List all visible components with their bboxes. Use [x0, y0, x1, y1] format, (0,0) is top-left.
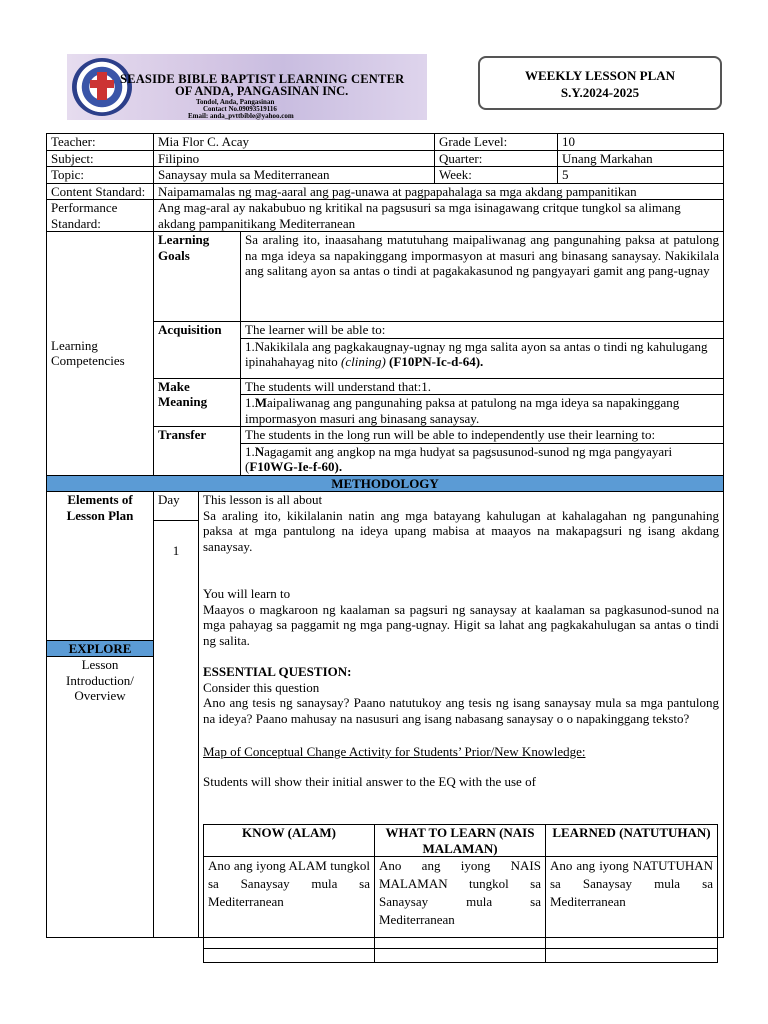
teacher-value: Mia Flor C. Acay [154, 134, 435, 151]
kwl-know-cell: Ano ang iyong ALAM tungkol sa Sanaysay mula sa Mediterranean [204, 857, 375, 949]
performance-standard-label: Performance Standard: [47, 200, 154, 232]
tr-bold: N [254, 443, 265, 459]
acquisition-label: Acquisition [154, 322, 241, 379]
teacher-label: Teacher: [47, 134, 154, 151]
explore-cell [47, 640, 154, 937]
subject-value: Filipino [154, 150, 435, 167]
learn-label: You will learn to [203, 586, 291, 601]
grade-label: Grade Level: [435, 134, 558, 151]
acquisition-code: (F10PN-Ic-d-64). [385, 354, 484, 369]
learning-goals-label: Learning Goals [154, 232, 241, 322]
mm-body: aipaliwanag ang pangunahing paksa at patulong na mga ideya sa napakinggang impormasyon masuri ang binasang sanaysay. [245, 395, 680, 426]
transfer-label [154, 427, 241, 476]
make-meaning-intro: The students will understand that:1. [241, 378, 724, 395]
map-label: Map of Conceptual Change Activity for Students’ Prior/New Knowledge: [203, 744, 586, 759]
kwl-what-header: WHAT TO LEARN (NAIS MALAMAN) [375, 825, 546, 857]
performance-standard-value: Ang mag-aral ay nakabubuo ng kritikal na pagsusuri sa mga isinagawang critque tungkol sa alimang akdang pampanitikang Mediterranean [154, 200, 724, 232]
tr-pre: 1. [245, 443, 255, 459]
acquisition-body: 1.Nakikilala ang pagkakaugnay-ugnay ng mga salita ayon sa antas o tindi ng kahulugang ipinahahayag nito [245, 338, 708, 369]
plan-title-box [478, 56, 722, 110]
kwl-empty-1 [204, 949, 375, 963]
kwl-table [203, 824, 718, 963]
competencies-label [47, 232, 154, 476]
school-name-line2: OF ANDA, PANGASINAN INC. [175, 84, 349, 98]
learn-text: Maayos o magkaroon ng kaalaman sa pagsuri ng sanaysay at kaalaman sa pagkasunod-sunod na mga pahayag sa paggamit ng mga pang-ugnay. Higit sa lahat ang pagkakahulugan sa antas o tindi ng salita. [203, 601, 719, 648]
about-text: Sa araling ito, kikilalanin natin ang mga batayang kahulugan at kahalagahan ng pangunahing paksa at mga pantulong na ideya upang mabisa at maayos na makapagsuri ng isang akdang sanaysay. [203, 507, 719, 554]
transfer-label-text: Transfer [158, 427, 207, 442]
methodology-header: METHODOLOGY [47, 475, 724, 492]
elements-label: Elements of Lesson Plan [47, 492, 154, 641]
transfer-cell [241, 427, 724, 476]
school-year: S.Y.2024-2025 [560, 85, 640, 100]
subject-label: Subject: [47, 150, 154, 167]
learning-goals-text: Sa araling ito, inaasahang matutuhang maipaliwanag ang pangunahing paksa at patulong na mga ideya sa napakinggang impormasyon at masuri ang binasang sanaysay. Nakikilala ang salitang ayon sa antas o tindi at pagakakasunod ng pangyayari gamit ang pang-ugnay [241, 232, 724, 322]
plan-title: WEEKLY LESSON PLAN [524, 68, 676, 83]
make-meaning-label: Make Meaning [154, 378, 241, 427]
explore-label: EXPLORE [47, 641, 153, 658]
acquisition-text [241, 338, 724, 378]
content-standard-value: Naipamamalas ng mag-aaral ang pag-unawa at pagpapahalaga sa mga akdang pampanitikan [154, 183, 724, 200]
day-column [154, 492, 199, 937]
week-label: Week: [435, 167, 558, 184]
kwl-what-cell: Ano ang iyong NAIS MALAMAN tungkol sa Sanaysay mula sa Mediterranean [375, 857, 546, 949]
school-name-line1: SEASIDE BIBLE BAPTIST LEARNING CENTER [120, 72, 405, 86]
quarter-label: Quarter: [435, 150, 558, 167]
make-meaning-text [241, 395, 724, 427]
day-value: 1 [172, 542, 180, 558]
topic-label: Topic: [47, 167, 154, 184]
quarter-value: Unang Markahan [558, 150, 724, 167]
eq-text: Ano ang tesis ng sanaysay? Paano natutukoy ang tesis ng isang sanaysay mula sa mga pantulong na ideya? Paano mahusay na nasusuri ang isang nabasang sanaysay o o napakinggang teksto? [203, 695, 719, 726]
phase-label: Lesson Introduction/ Overview [66, 657, 134, 704]
tr-body: agagamit ang angkop na mga hudyat sa pagsusunod-sunod ng mga pangyayari ( [245, 443, 673, 474]
school-email: Email: anda_pvttbible@yahoo.com [188, 112, 294, 120]
school-contact: Contact No.09093519116 [203, 105, 277, 113]
map-intro: Students will show their initial answer to the EQ with the use of [203, 773, 536, 789]
mm-bold: M [254, 395, 268, 410]
acquisition-italic: (clining) [341, 354, 386, 369]
about-label: This lesson is all about [203, 492, 323, 507]
school-address: Tondol, Anda, Pangasinan [196, 98, 275, 106]
grade-value: 10 [558, 134, 724, 151]
kwl-learned-header: LEARNED (NATUTUHAN) [546, 825, 718, 857]
eq-intro: Consider this question [203, 679, 320, 695]
lesson-plan-table [46, 133, 724, 938]
kwl-empty-3 [546, 949, 718, 963]
cross-bar-icon [90, 80, 114, 88]
kwl-learned-cell: Ano ang iyong NATUTUHAN sa Sanaysay mula sa Mediterranean [546, 857, 718, 949]
acquisition-intro: The learner will be able to: [241, 322, 724, 339]
topic-value: Sanaysay mula sa Mediterranean [154, 167, 435, 184]
mm-pre: 1. [245, 395, 255, 410]
week-value: 5 [558, 167, 724, 184]
kwl-know-header: KNOW (ALAM) [204, 825, 375, 857]
content-standard-label: Content Standard: [47, 183, 154, 200]
eq-label: ESSENTIAL QUESTION: [203, 664, 352, 679]
transfer-intro: The students in the long run will be able to independently use their learning to: [241, 427, 723, 444]
tr-code: F10WG-Ie-f-60). [249, 459, 343, 474]
competencies-label-text: Learning Competencies [51, 337, 125, 369]
kwl-empty-2 [375, 949, 546, 963]
day-label: Day [158, 492, 180, 507]
transfer-text [241, 444, 723, 475]
